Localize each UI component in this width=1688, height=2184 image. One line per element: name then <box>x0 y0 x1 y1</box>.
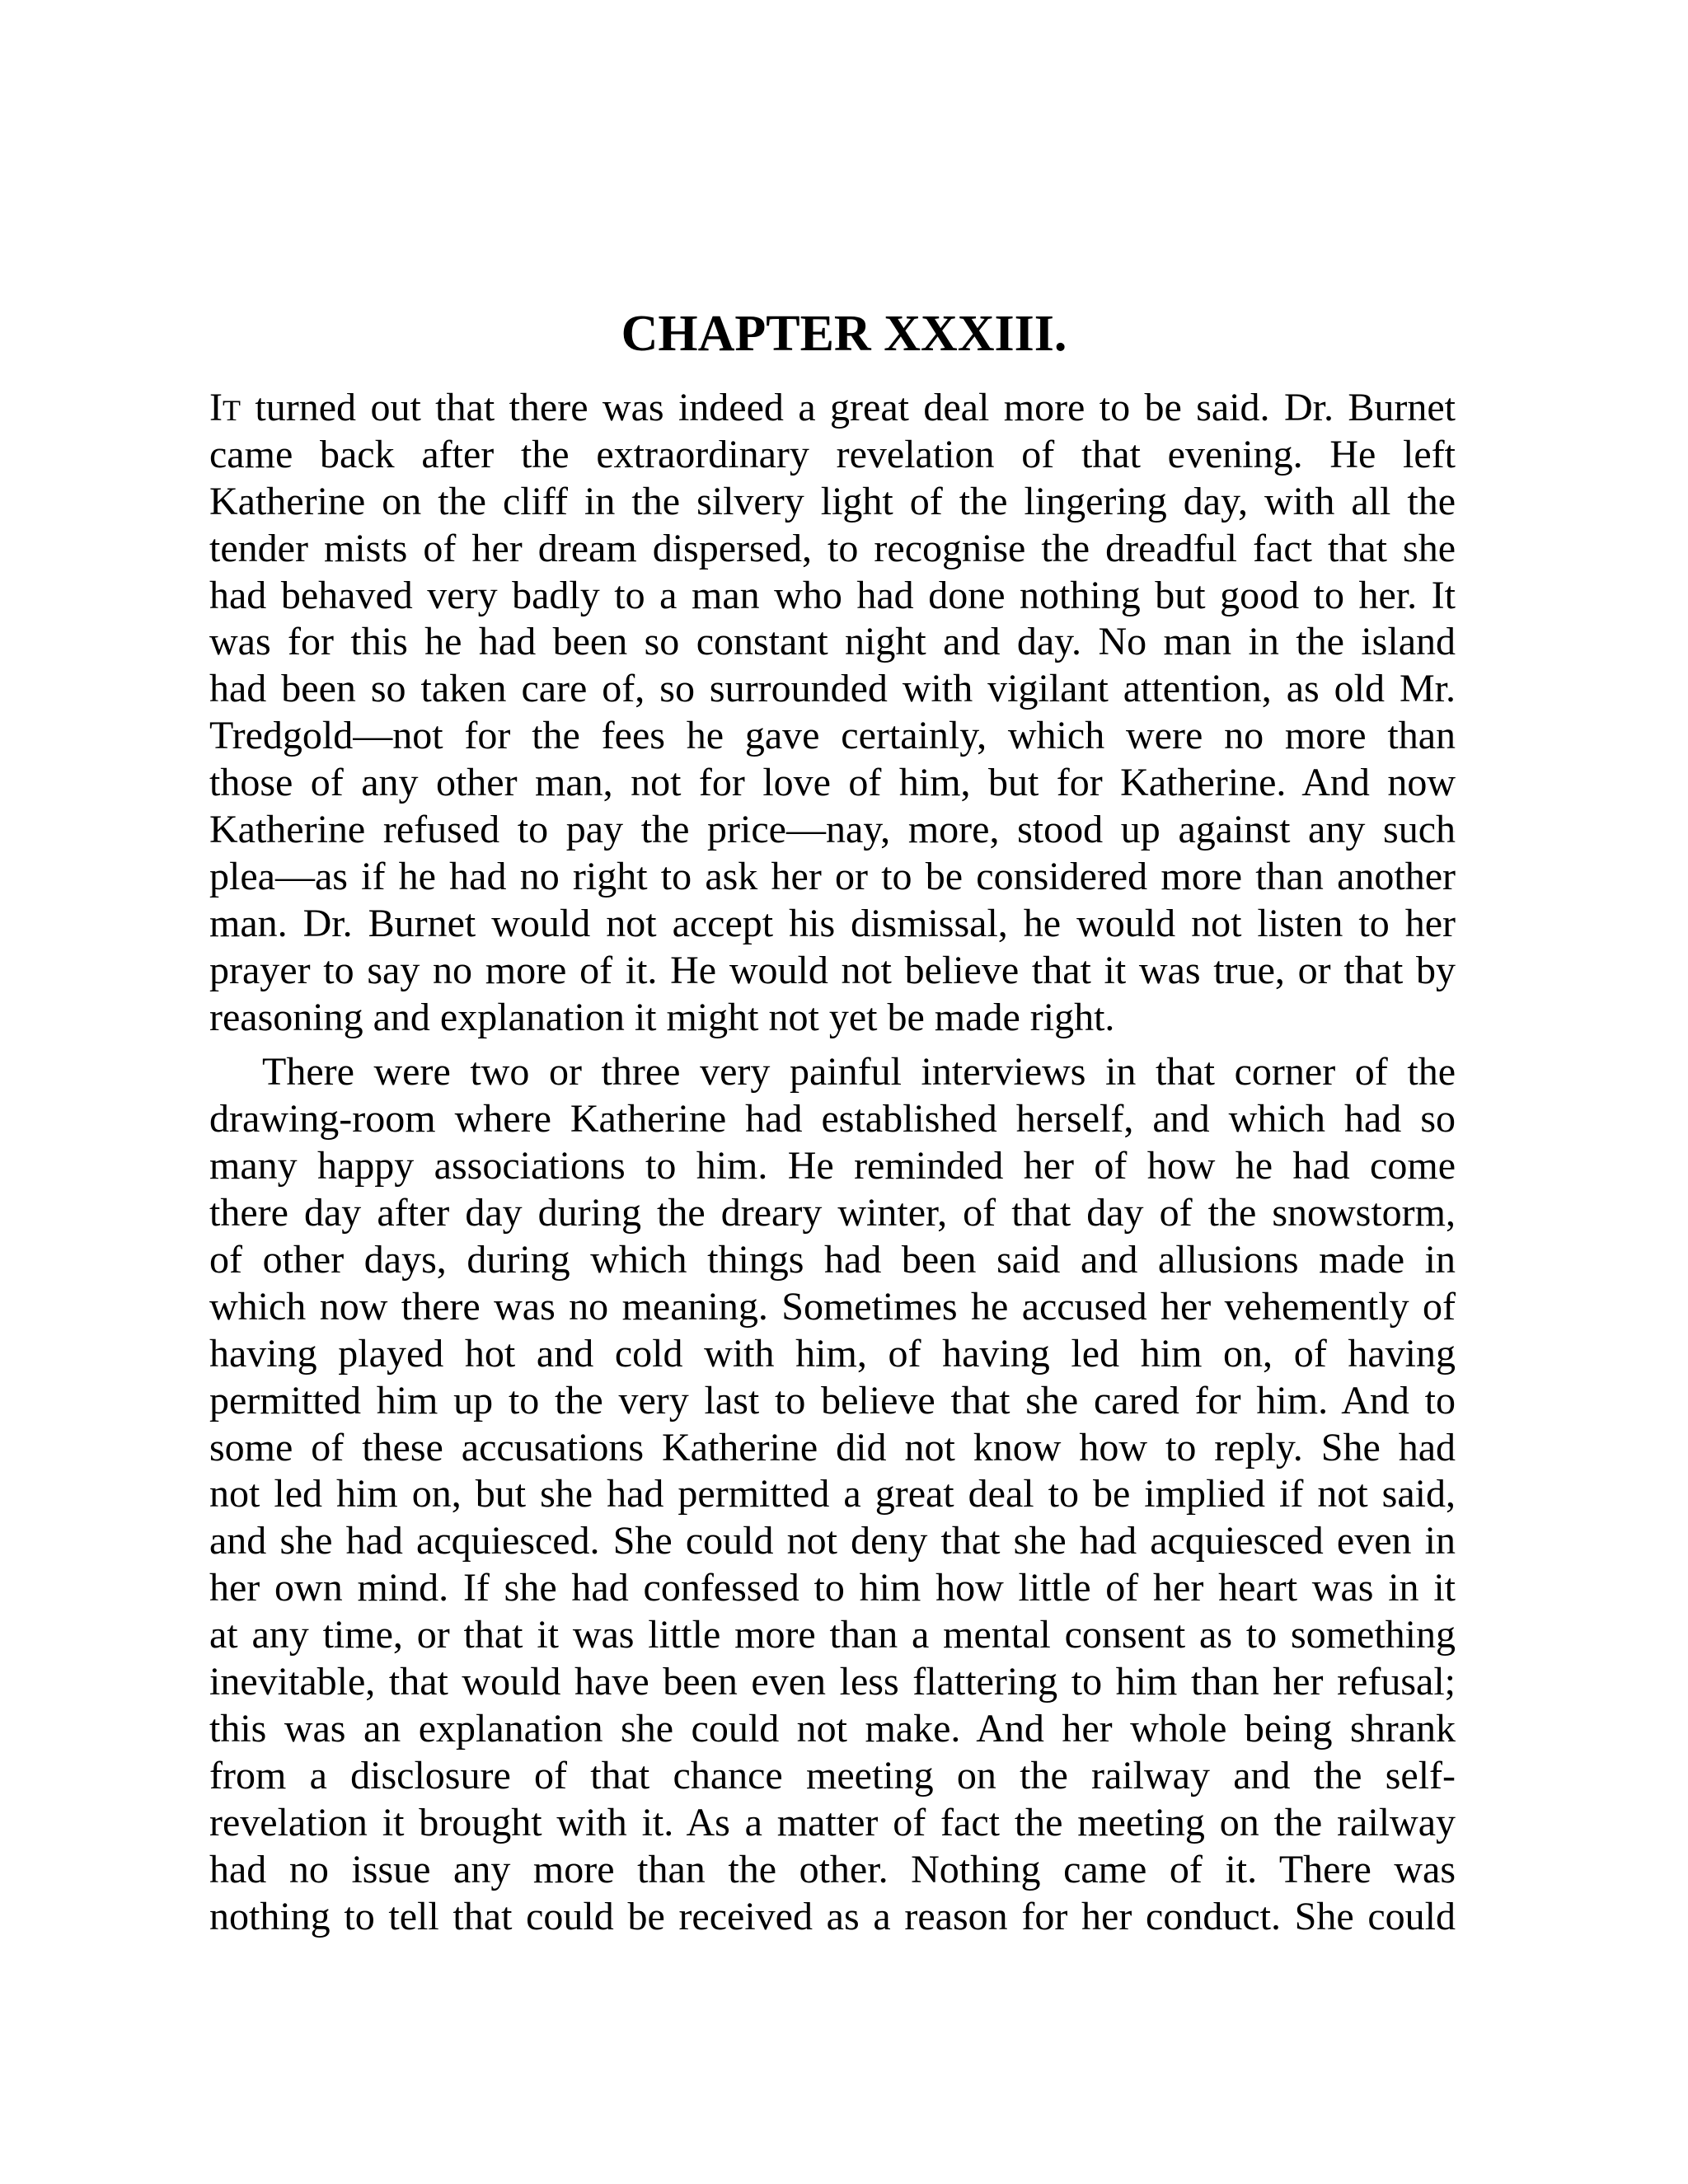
text-line: prayer to say no more of it. He would not believe that it was true, or that by <box>209 948 1456 992</box>
text-line: had no issue any more than the other. Nothing came of it. There was <box>209 1847 1456 1891</box>
text-line: many happy associations to him. He reminded her of how he had come <box>209 1144 1456 1188</box>
text-line: and she had acquiesced. She could not deny that she had acquiesced even in <box>209 1519 1456 1563</box>
text-line: had behaved very badly to a man who had done nothing but good to her. It <box>209 573 1456 617</box>
text-line: not led him on, but she had permitted a great deal to be implied if not said, <box>209 1472 1456 1516</box>
text-line: revelation it brought with it. As a matter of fact the meeting on the railway <box>209 1800 1456 1844</box>
text-line: there day after day during the dreary winter, of that day of the snowstorm, <box>209 1191 1456 1235</box>
text-line: man. Dr. Burnet would not accept his dismissal, he would not listen to her <box>209 901 1456 945</box>
text-line: There were two or three very painful interviews in that corner of the <box>262 1050 1456 1094</box>
text-line: Katherine refused to pay the price—nay, more, stood up against any such <box>209 808 1456 852</box>
text-line: nothing to tell that could be received as a reason for her conduct. She could <box>209 1894 1456 1938</box>
text-line-content: turned out that there was indeed a great deal more to be said. Dr. Burnet <box>255 386 1456 429</box>
text-line: Katherine on the cliff in the silvery light of the lingering day, with all the <box>209 479 1456 523</box>
text-line: inevitable, that would have been even less flattering to him than her refusal; <box>209 1660 1456 1704</box>
text-line: which now there was no meaning. Sometimes he accused her vehemently of <box>209 1284 1456 1329</box>
text-line: from a disclosure of that chance meeting on the railway and the self- <box>209 1753 1456 1797</box>
text-line <box>209 385 1456 432</box>
text-line: this was an explanation she could not make. And her whole being shrank <box>209 1706 1456 1750</box>
text-line: at any time, or that it was little more than a mental consent as to something <box>209 1613 1456 1657</box>
text-line: Tredgold—not for the fees he gave certainly, which were no more than <box>209 714 1456 758</box>
text-line: of other days, during which things had been said and allusions made in <box>209 1238 1456 1282</box>
text-line: plea—as if he had no right to ask her or to be considered more than another <box>209 854 1456 898</box>
chapter-title: CHAPTER XXXIII. <box>621 306 1067 362</box>
text-line: tender mists of her dream dispersed, to recognise the dreadful fact that she <box>209 526 1456 570</box>
paragraph-1 <box>209 385 1456 1041</box>
text-line: drawing-room where Katherine had established herself, and which had so <box>209 1097 1456 1141</box>
text-line: came back after the extraordinary revelation of that evening. He left <box>209 432 1456 476</box>
text-line: permitted him up to the very last to believe that she cared for him. And to <box>209 1378 1456 1422</box>
text-line: those of any other man, not for love of him, but for Katherine. And now <box>209 761 1456 805</box>
text-line: having played hot and cold with him, of having led him on, of having <box>209 1331 1456 1376</box>
text-line: her own mind. If she had confessed to him how little of her heart was in it <box>209 1566 1456 1610</box>
text-line: had been so taken care of, so surrounded with vigilant attention, as old Mr. <box>209 667 1456 711</box>
opening-capital: I <box>209 386 223 429</box>
text-line: some of these accusations Katherine did not know how to reply. She had <box>209 1425 1456 1469</box>
chapter-body <box>209 385 1456 1940</box>
paragraph-2 <box>209 1049 1456 1940</box>
text-line: was for this he had been so constant night and day. No man in the island <box>209 620 1456 664</box>
text-line: reasoning and explanation it might not yet be made right. <box>209 995 1115 1039</box>
opening-small-caps: T <box>222 394 241 427</box>
opening-word <box>209 386 241 429</box>
